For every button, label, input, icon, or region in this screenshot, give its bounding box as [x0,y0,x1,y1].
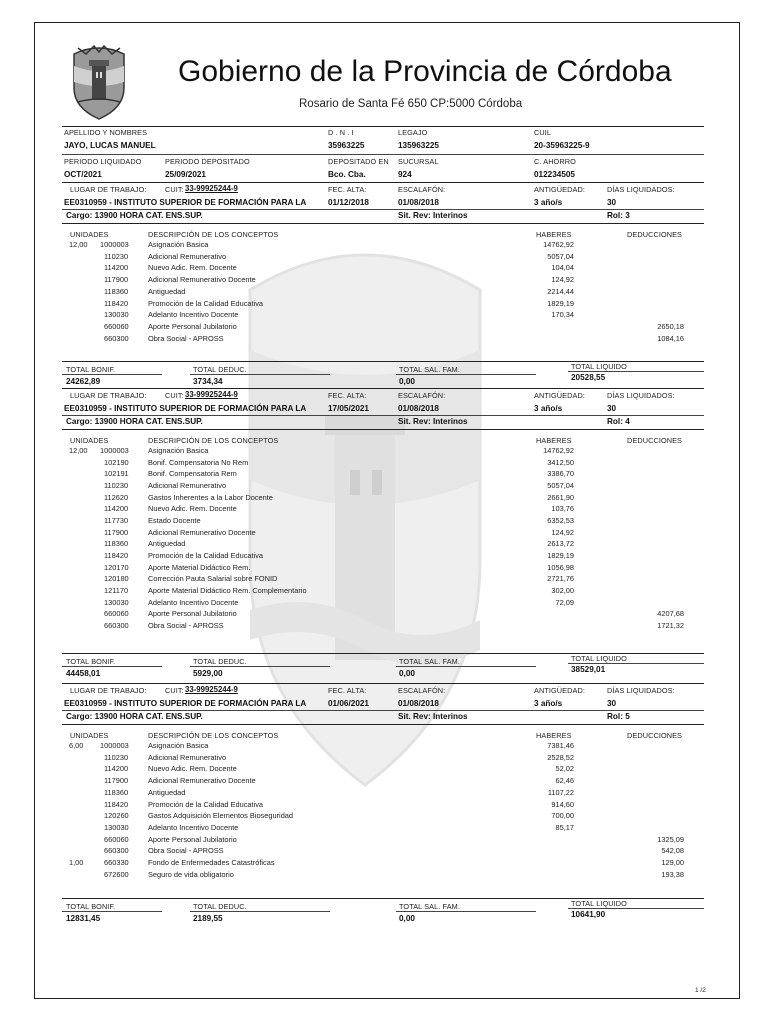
row-deducciones: 129,00 [661,858,684,867]
row-description: Adelanto Incentivo Docente [148,822,239,832]
row-deducciones: 542,08 [661,846,684,856]
row-haberes: 14762,92 [543,446,574,455]
divider [568,371,704,372]
divider [62,154,704,155]
lugar-de-trabajo: EE0310959 - INSTITUTO SUPERIOR DE FORMACIÓN PARA LA [64,699,307,708]
divider [568,663,704,664]
sucursal: 924 [398,170,412,179]
row-code: 130030 [104,822,129,832]
row-code: 112620 [104,492,129,502]
row-description: Antiguedad [148,539,186,549]
depositado-en: Bco. Cba. [328,170,366,179]
sit-rev: Sit. Rev: Interinos [398,712,468,721]
row-haberes: 914,60 [551,799,574,809]
row-haberes: 124,92 [551,275,574,285]
cuit-label: CUIT: [165,185,184,194]
total-deduc-label: TOTAL DEDUC. [193,902,247,911]
rol: Rol: 3 [607,211,630,220]
ahorro-account: 012234505 [534,170,575,179]
descripcion-header: DESCRIPCIÓN DE LOS CONCEPTOS [148,436,279,445]
dias-liquidados: 30 [607,699,617,708]
row-unidades: 6,00 [69,741,84,750]
antiguedad-label: ANTIGÜEDAD: [534,185,585,194]
total-deduc: 2189,55 [193,914,223,923]
unidades-header: UNIDADES [70,230,109,239]
total-liquido-label: TOTAL LIQUIDO [571,899,627,908]
divider [62,182,704,183]
row-description: Adicional Remunerativo [148,480,227,490]
dias-liquidados: 30 [607,404,617,413]
row-description: Promoción de la Calidad Educativa [148,298,264,308]
divider [190,911,330,912]
row-haberes: 1829,19 [547,298,574,308]
row-unidades: 1,00 [69,858,84,867]
escalafon: 01/08/2018 [398,198,439,207]
row-description: Promoción de la Calidad Educativa [148,550,264,560]
sit-rev: Sit. Rev: Interinos [398,211,468,220]
total-liquido: 20528,55 [571,373,606,382]
divider [62,223,704,224]
row-haberes: 1056,98 [547,562,574,572]
haberes-header: HABERES [536,230,572,239]
lugar-de-trabajo: EE0310959 - INSTITUTO SUPERIOR DE FORMACIÓN PARA LA [64,198,307,207]
divider [62,666,162,667]
row-description: Gastos Adquisición Elementos Bioseguridad [148,811,294,821]
row-code: 102191 [104,469,129,479]
total-liquido-label: TOTAL LIQUIDO [571,654,627,663]
row-code: 118360 [104,286,129,296]
cargo: Cargo: 13900 HORA CAT. ENS.SUP. [66,211,203,220]
divider [62,126,704,127]
rol: Rol: 4 [607,417,630,426]
row-deducciones: 4207,68 [657,609,684,619]
divider [62,724,704,725]
row-haberes: 52,02 [555,764,574,774]
unidades-header: UNIDADES [70,436,109,445]
divider [62,710,704,711]
row-description: Bonif. Compensatoria Rem [148,469,237,479]
row-haberes: 5057,04 [547,251,574,261]
row-description: Gastos Inherentes a la Labor Docente [148,492,273,502]
row-description: Adelanto Incentivo Docente [148,597,239,607]
rol: Rol: 5 [607,712,630,721]
total-bonif: 44458,01 [66,669,101,678]
coat-of-arms-logo [70,44,128,120]
divider [62,911,162,912]
row-description: Asignación Basica [148,240,209,249]
row-description: Corrección Pauta Salarial sobre FONID [148,574,278,584]
row-haberes: 2721,76 [547,574,574,584]
row-haberes: 2528,52 [547,752,574,762]
total-deduc: 3734,34 [193,377,223,386]
row-description: Seguro de vida obligatorio [148,869,234,879]
escalafon: 01/08/2018 [398,404,439,413]
row-code: 110230 [104,480,129,490]
row-haberes: 72,09 [555,597,574,607]
total-bonif: 12831,45 [66,914,101,923]
dni-label: D . N . I [328,128,354,137]
total-sal-fam: 0,00 [399,377,415,386]
row-code: 117900 [104,275,129,285]
row-unidades: 12,00 [69,240,88,249]
row-description: Aporte Material Didáctico Rem. [148,562,251,572]
total-deduc-label: TOTAL DEDUC. [193,365,247,374]
row-deducciones: 1721,32 [657,620,684,630]
row-haberes: 2214,44 [547,286,574,296]
row-description: Aporte Personal Jubilatorio [148,834,237,844]
antiguedad: 3 año/s [534,699,563,708]
total-sal-fam: 0,00 [399,669,415,678]
row-haberes: 2613,72 [547,539,574,549]
sit-rev: Sit. Rev: Interinos [398,417,468,426]
row-code: 660300 [104,846,129,856]
row-description: Nuevo Adic. Rem. Docente [148,263,237,273]
row-description: Adicional Remunerativo [148,752,227,762]
row-deducciones: 193,38 [661,869,684,879]
fec-alta: 01/06/2021 [328,699,369,708]
row-code: 1000003 [100,446,129,455]
divider [396,911,536,912]
row-code: 121170 [104,585,129,595]
total-bonif-label: TOTAL BONIF. [66,902,116,911]
row-description: Bonif. Compensatoria No Rem [148,457,249,467]
employee-legajo: 135963225 [398,141,439,150]
employee-dni: 35963225 [328,141,365,150]
row-code: 114200 [104,263,129,273]
cargo: Cargo: 13900 HORA CAT. ENS.SUP. [66,417,203,426]
total-bonif-label: TOTAL BONIF. [66,657,116,666]
row-haberes: 3412,50 [547,457,574,467]
row-haberes: 6352,53 [547,515,574,525]
row-code: 110230 [104,752,129,762]
row-code: 118360 [104,539,129,549]
row-code: 660060 [104,834,129,844]
total-sal-fam-label: TOTAL SAL. FAM. [399,365,460,374]
row-haberes: 2661,90 [547,492,574,502]
total-liquido: 10641,90 [571,910,606,919]
row-haberes: 302,00 [551,585,574,595]
row-code: 114200 [104,764,129,774]
row-code: 672600 [104,869,129,879]
row-unidades: 12,00 [69,446,88,455]
row-description: Nuevo Adic. Rem. Docente [148,504,237,514]
escalafon-label: ESCALAFÓN: [398,391,446,400]
row-deducciones: 1325,09 [657,834,684,844]
total-deduc: 5929,00 [193,669,223,678]
divider [62,429,704,430]
cuil-label: CUIL [534,128,552,137]
row-code: 120170 [104,562,129,572]
total-sal-fam: 0,00 [399,914,415,923]
fec-alta-label: FEC. ALTA: [328,185,367,194]
row-haberes: 104,04 [551,263,574,273]
escalafon-label: ESCALAFÓN: [398,686,446,695]
haberes-header: HABERES [536,436,572,445]
antiguedad-label: ANTIGÜEDAD: [534,391,585,400]
dias-liquidados-label: DÍAS LIQUIDADOS: [607,686,675,695]
fec-alta-label: FEC. ALTA: [328,391,367,400]
row-code: 120260 [104,811,129,821]
fec-alta: 17/05/2021 [328,404,369,413]
descripcion-header: DESCRIPCIÓN DE LOS CONCEPTOS [148,731,279,740]
descripcion-header: DESCRIPCIÓN DE LOS CONCEPTOS [148,230,279,239]
row-description: Adelanto Incentivo Docente [148,310,239,320]
antiguedad: 3 año/s [534,404,563,413]
cuit-value: 33-99925244-9 [185,390,238,399]
divider [62,683,704,684]
row-code: 660060 [104,321,129,331]
row-code: 117730 [104,515,129,525]
page-number: 1 /2 [695,987,706,994]
row-code: 118420 [104,298,129,308]
row-code: 660300 [104,620,129,630]
fec-alta-label: FEC. ALTA: [328,686,367,695]
row-code: 660330 [104,858,129,867]
row-description: Adicional Remunerativo Docente [148,275,256,285]
row-description: Adicional Remunerativo Docente [148,776,256,786]
row-haberes: 5057,04 [547,480,574,490]
total-bonif-label: TOTAL BONIF. [66,365,116,374]
lugar-de-trabajo: EE0310959 - INSTITUTO SUPERIOR DE FORMACIÓN PARA LA [64,404,307,413]
row-haberes: 700,00 [551,811,574,821]
row-haberes: 103,76 [551,504,574,514]
row-deducciones: 1084,16 [657,333,684,343]
divider [568,908,704,909]
divider [62,415,704,416]
row-description: Adicional Remunerativo Docente [148,527,256,537]
periodo-liquidado-label: PERIODO LIQUIDADO [64,157,142,166]
row-description: Obra Social - APROSS [148,620,224,630]
row-description: Aporte Material Didáctico Rem. Complementario [148,585,307,595]
row-haberes: 170,34 [551,310,574,320]
cuit-label: CUIT: [165,391,184,400]
row-haberes: 124,92 [551,527,574,537]
name-label: APELLIDO Y NOMBRES [64,128,148,137]
total-sal-fam-label: TOTAL SAL. FAM. [399,657,460,666]
escalafon: 01/08/2018 [398,699,439,708]
row-haberes: 62,46 [555,776,574,786]
row-haberes: 1829,19 [547,550,574,560]
divider [396,374,536,375]
row-code: 130030 [104,310,129,320]
row-description: Estado Docente [148,515,201,525]
row-code: 660300 [104,333,129,343]
row-code: 117900 [104,527,129,537]
row-haberes: 1107,22 [547,787,574,797]
dias-liquidados: 30 [607,198,617,207]
row-description: Antiguedad [148,787,186,797]
depositado-en-label: DEPOSITADO EN [328,157,389,166]
deducciones-header: DEDUCCIONES [627,731,683,740]
lugar-label: LUGAR DE TRABAJO: [70,391,147,400]
cuit-value: 33-99925244-9 [185,685,238,694]
legajo-label: LEGAJO [398,128,428,137]
deducciones-header: DEDUCCIONES [627,436,683,445]
antiguedad: 3 año/s [534,198,563,207]
row-haberes: 14762,92 [543,240,574,249]
total-liquido: 38529,01 [571,665,606,674]
row-code: 102190 [104,457,129,467]
periodo-depositado: 25/09/2021 [165,170,206,179]
antiguedad-label: ANTIGÜEDAD: [534,686,585,695]
row-code: 118420 [104,799,129,809]
total-liquido-label: TOTAL LIQUIDO [571,362,627,371]
divider [62,209,704,210]
row-haberes: 85,17 [555,822,574,832]
total-deduc-label: TOTAL DEDUC. [193,657,247,666]
cuit-label: CUIT: [165,686,184,695]
total-sal-fam-label: TOTAL SAL. FAM. [399,902,460,911]
row-code: 660060 [104,609,129,619]
sucursal-label: SUCURSAL [398,157,439,166]
lugar-label: LUGAR DE TRABAJO: [70,686,147,695]
row-description: Asignación Basica [148,446,209,455]
employee-name: JAYO, LUCAS MANUEL [64,141,156,150]
row-code: 1000003 [100,741,129,750]
cargo: Cargo: 13900 HORA CAT. ENS.SUP. [66,712,203,721]
cuit-value: 33-99925244-9 [185,184,238,193]
row-deducciones: 2650,18 [657,321,684,331]
row-description: Aporte Personal Jubilatorio [148,321,237,331]
employee-cuil: 20-35963225-9 [534,141,590,150]
row-description: Obra Social - APROSS [148,846,224,856]
row-description: Nuevo Adic. Rem. Docente [148,764,237,774]
row-code: 118360 [104,787,129,797]
dias-liquidados-label: DÍAS LIQUIDADOS: [607,391,675,400]
deducciones-header: DEDUCCIONES [627,230,683,239]
haberes-header: HABERES [536,731,572,740]
row-code: 114200 [104,504,129,514]
lugar-label: LUGAR DE TRABAJO: [70,185,147,194]
escalafon-label: ESCALAFÓN: [398,185,446,194]
row-code: 118420 [104,550,129,560]
row-haberes: 7381,46 [547,741,574,750]
row-description: Fondo de Enfermedades Catastróficas [148,858,275,867]
address: Rosario de Santa Fé 650 CP:5000 Córdoba [299,98,523,110]
divider [396,666,536,667]
row-code: 117900 [104,776,129,786]
periodo-depositado-label: PERIODO DEPOSITADO [165,157,250,166]
unidades-header: UNIDADES [70,731,109,740]
divider [190,666,330,667]
row-description: Asignación Basica [148,741,209,750]
row-description: Antiguedad [148,286,186,296]
divider [190,374,330,375]
total-bonif: 24262,89 [66,377,101,386]
row-haberes: 3386,70 [547,469,574,479]
row-description: Aporte Personal Jubilatorio [148,609,237,619]
row-description: Adicional Remunerativo [148,251,227,261]
row-description: Promoción de la Calidad Educativa [148,799,264,809]
page-title: Gobierno de la Provincia de Córdoba [178,55,672,88]
row-code: 120180 [104,574,129,584]
ahorro-label: C. AHORRO [534,157,576,166]
row-code: 1000003 [100,240,129,249]
divider [62,388,704,389]
divider [62,374,162,375]
periodo-liquidado: OCT/2021 [64,170,102,179]
dias-liquidados-label: DÍAS LIQUIDADOS: [607,185,675,194]
row-code: 130030 [104,597,129,607]
row-description: Obra Social - APROSS [148,333,224,343]
fec-alta: 01/12/2018 [328,198,369,207]
row-code: 110230 [104,251,129,261]
